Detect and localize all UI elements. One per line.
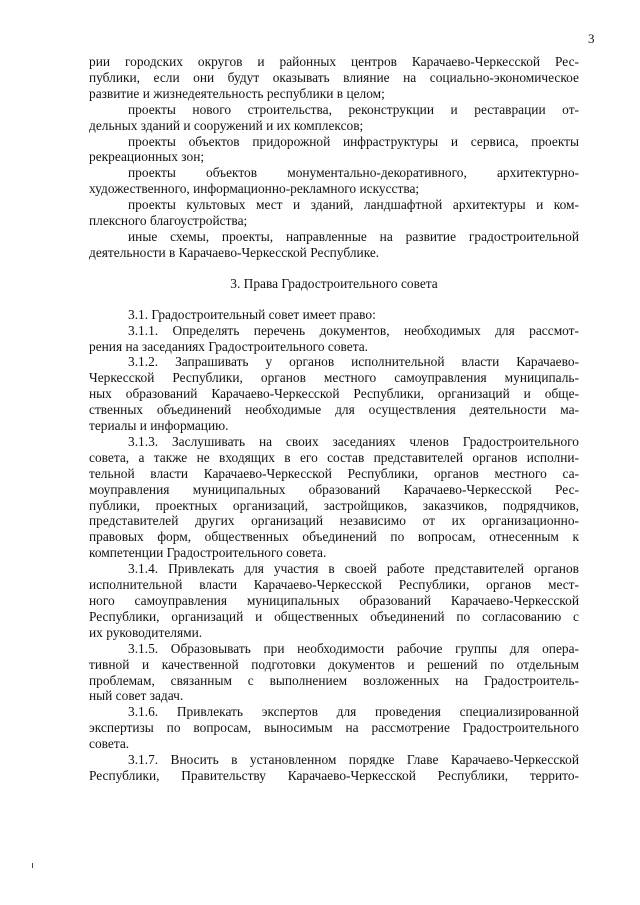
text-line: рения на заседаниях Градостроительного совета.	[89, 338, 369, 354]
text-line: деятельности в Карачаево-Черкесской Республике.	[89, 244, 380, 260]
paragraph-continuation	[89, 54, 579, 102]
paragraph-3-1	[89, 307, 579, 323]
text-line: ного самоуправления муниципальных образований Карачаево-Черкесской	[89, 593, 579, 608]
text-line: совета.	[89, 736, 130, 752]
text-line: рекреационных зон;	[89, 149, 205, 165]
paragraph-monumental-art	[89, 165, 579, 197]
text-line: их руководителями.	[89, 624, 203, 640]
page-number: 3	[588, 31, 595, 46]
text-line: тельной власти Карачаево-Черкесской Республики, органов местного са-	[89, 465, 579, 481]
text-line: проекты культовых мест и зданий, ландшафтной архитектуры и ком-	[128, 197, 579, 213]
text-line: проекты нового строительства, реконструкции и реставрации от-	[128, 101, 579, 117]
text-line: тивной и качественной подготовки документов и решений по отдельным	[89, 656, 579, 672]
text-line: ных образований Карачаево-Черкесской Республики, организаций и обще-	[89, 386, 579, 402]
text-line: 3.1.7. Вносить в установленном порядке Главе Карачаево-Черкесской	[128, 752, 579, 768]
scan-edge-mark	[32, 863, 33, 868]
text-line: Черкесской Республики, органов местного самоуправления муниципаль-	[89, 370, 579, 386]
text-line: 3.1.1. Определять перечень документов, необходимых для рассмот-	[128, 322, 579, 338]
text-line: 3.1.2. Запрашивать у органов исполнительной власти Карачаево-	[128, 354, 579, 370]
paragraph-3-1-7	[89, 752, 579, 784]
text-line: компетенции Градостроительного совета.	[89, 545, 327, 561]
paragraph-3-1-1	[89, 323, 579, 355]
text-line: териалы и информацию.	[89, 418, 229, 434]
paragraph-other-schemes	[89, 229, 579, 261]
text-line: дельных зданий и сооружений и их комплексов;	[89, 117, 364, 133]
paragraph-3-1-2	[89, 354, 579, 434]
text-line: исполнительной власти Карачаево-Черкесской Республики, органов мест-	[89, 577, 579, 593]
text-line: художественного, информационно-рекламного искусства;	[89, 181, 420, 197]
text-line: 3.1.5. Образовывать при необходимости рабочие группы для опера-	[128, 640, 579, 656]
paragraph-new-construction	[89, 102, 579, 134]
text-line: 3.1.3. Заслушивать на своих заседаниях членов Градостроительного	[128, 433, 579, 449]
paragraph-3-1-3	[89, 434, 579, 561]
section-title: 3. Права Градостроительного совета	[230, 275, 438, 291]
text-line: развитие и жизнедеятельность республики в целом;	[89, 85, 385, 101]
text-line: представителей других организаций независимо от их организационно-	[89, 513, 579, 529]
text-line: проекты объектов придорожной инфраструктуры и сервиса, проекты	[128, 133, 579, 149]
text-line: проекты объектов монументально-декоративного, архитектурно-	[128, 165, 579, 181]
section-heading	[89, 276, 579, 292]
text-line: рии городских округов и районных центров Карачаево-Черкесской Рес-	[89, 54, 579, 69]
text-line: иные схемы, проекты, направленные на развитие градостроительной	[128, 228, 579, 244]
text-line: Республики, организаций и общественных объединений по согласованию с	[89, 608, 579, 624]
text-line: ственных объединений необходимые для осуществления деятельности ма-	[89, 402, 579, 418]
text-line: проблемам, связанным с выполнением возложенных на Градостроитель-	[89, 672, 579, 688]
text-line: моуправления муниципальных образований Карачаево-Черкесской Рес-	[89, 481, 579, 497]
document-body	[89, 54, 579, 784]
text-line: 3.1.4. Привлекать для участия в своей работе представителей органов	[128, 561, 579, 577]
text-line: правовых форм, общественных объединений по вопросам, отнесенным к	[89, 529, 579, 545]
text-line: публики, если они будут оказывать влияние на социально-экономическое	[89, 69, 579, 85]
paragraph-3-1-6	[89, 704, 579, 752]
paragraph-roadside-infrastructure	[89, 134, 579, 166]
text-line: плексного благоустройства;	[89, 213, 248, 229]
paragraph-3-1-5	[89, 641, 579, 705]
paragraph-religious-sites	[89, 197, 579, 229]
text-line: публики, проектных организаций, застройщиков, заказчиков, подрядчиков,	[89, 497, 579, 513]
text-line: Республики, Правительству Карачаево-Черкесской Республики, террито-	[89, 767, 579, 783]
text-line: ный совет задач.	[89, 688, 184, 704]
text-line: совета, а также не входящих в его состав представителей органов исполни-	[89, 449, 579, 465]
text-line: 3.1. Градостроительный совет имеет право:	[128, 306, 376, 322]
text-line: 3.1.6. Привлекать экспертов для проведения специализированной	[128, 704, 579, 720]
paragraph-3-1-4	[89, 561, 579, 641]
text-line: экспертизы по вопросам, выносимым на рассмотрение Градостроительного	[89, 720, 579, 736]
